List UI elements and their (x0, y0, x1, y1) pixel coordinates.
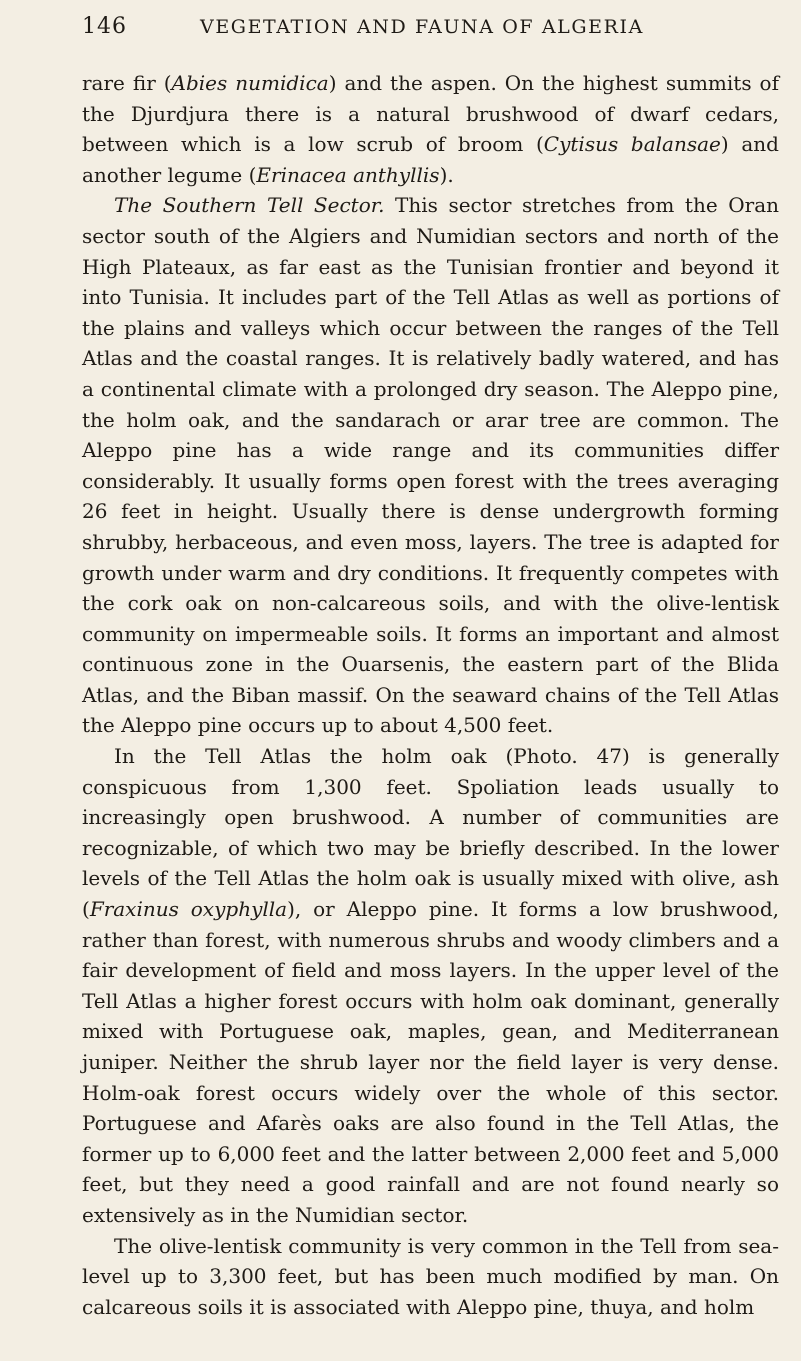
running-title: VEGETATION AND FAUNA OF ALGERIA (200, 16, 644, 38)
paragraph (82, 1231, 779, 1323)
text-run: In the Tell Atlas the holm oak (Photo. 47) is generally conspicuous from 1,300 feet. Spoliation leads usually to increasingly open brushwood. A number of communities are recognizable, of which two may be briefly described. In the lower levels of the Tell Atlas the holm oak is usually mixed with olive, ash ( (82, 744, 779, 922)
taxon-name: Cytisus balansae (543, 132, 721, 157)
text-run: The olive-lentisk community is very common in the Tell from sea-level up to 3,300 feet, but has been much modified by man. On calcareous soils it is associated with Aleppo pine, thuya, and holm (82, 1233, 779, 1319)
taxon-name: Erinacea anthyllis (256, 162, 440, 187)
paragraph (82, 741, 779, 1231)
body-text (82, 68, 779, 1322)
page-number: 146 (82, 14, 127, 39)
text-run: ) and the aspen. On the highest summits of the Djurdjura there is a natural brushwood of dwarf cedars, between which is a low scrub of broom ( (82, 71, 779, 157)
text-run: ). (439, 162, 454, 187)
paragraph (82, 190, 779, 741)
text-run: This sector stretches from the Oran sector south of the Algiers and Numidian sectors and north of the High Plateaux, as far east as the Tunisian frontier and beyond it into Tunisia. It includes part of the Tell Atlas as well as portions of the plains and valleys which occur between the ranges of the Tell Atlas and the coastal ranges. It is relatively badly watered, and has a continental climate with a prolonged dry season. The Aleppo pine, the holm oak, and the sandarach or arar tree are common. The Aleppo pine has a wide range and its communities differ considerably. It usually forms open forest with the trees averaging 26 feet in height. Usually there is dense undergrowth forming shrubby, herbaceous, and even moss, layers. The tree is adapted for growth under warm and dry conditions. It frequently competes with the cork oak on non-calcareous soils, and with the olive-lentisk community on impermeable soils. It forms an important and almost continuous zone in the Ouarsenis, the eastern part of the Blida Atlas, and the Biban massif. On the seaward chains of the Tell Atlas the Aleppo pine occurs up to about 4,500 feet. (82, 193, 779, 738)
taxon-name: Abies numidica (171, 71, 329, 95)
paragraph (82, 68, 779, 190)
text-run: ), or Aleppo pine. It forms a low brushwood, rather than forest, with numerous shrubs and woody climbers and a fair development of field and moss layers. In the upper level of the Tell Atlas a higher forest occurs with holm oak dominant, generally mixed with Portuguese oak, maples, gean, and Mediterranean juniper. Neither the shrub layer nor the field layer is very dense. Holm-oak forest occurs widely over the whole of this sector. Portuguese and Afarès oaks are also found in the Tell Atlas, the former up to 6,000 feet and the latter between 2,000 feet and 5,000 feet, but they need a good rainfall and are not found nearly so extensively as in the Numidian sector. (82, 897, 779, 1227)
section-heading: The Southern Tell Sector. (114, 193, 385, 218)
text-run: ) and another legume ( (82, 132, 779, 187)
text-run: rare fir ( (82, 71, 172, 95)
running-head (82, 14, 779, 54)
taxon-name: Fraxinus oxyphylla (89, 897, 288, 922)
